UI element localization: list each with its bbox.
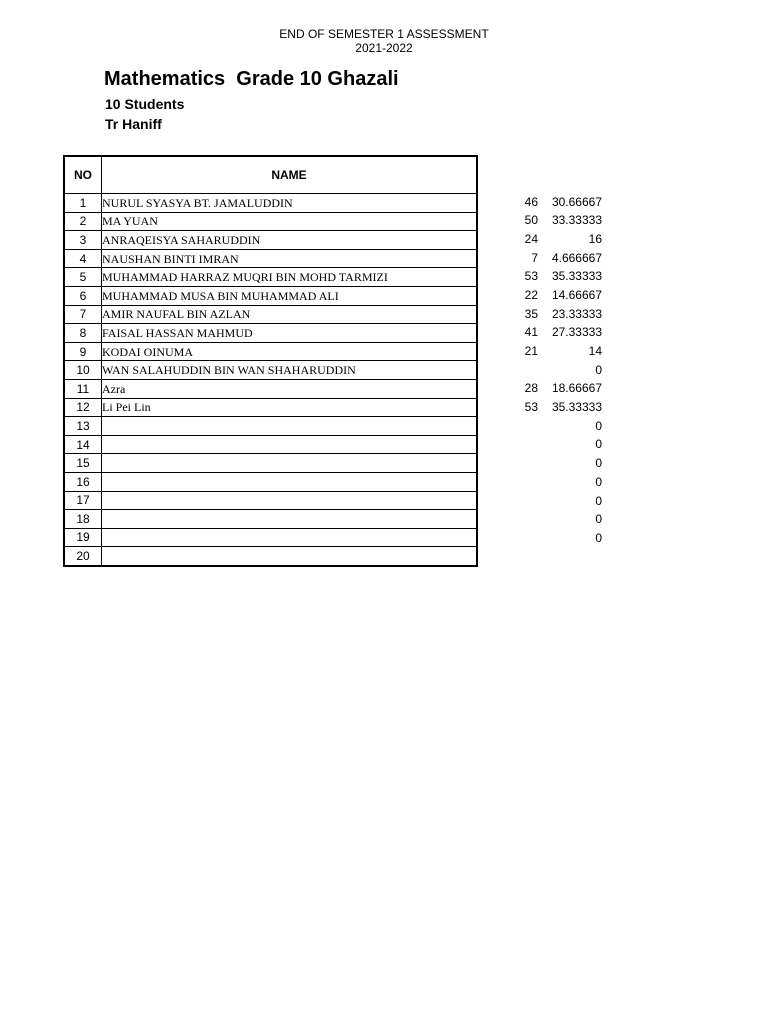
row-number: 14 — [64, 435, 102, 454]
row-number: 9 — [64, 342, 102, 361]
score-row — [480, 342, 610, 361]
score-row — [480, 361, 610, 380]
percentage-score: 0 — [595, 362, 602, 377]
row-number: 4 — [64, 249, 102, 268]
report-heading: END OF SEMESTER 1 ASSESSMENT — [279, 27, 489, 41]
percentage-score: 30.66667 — [551, 194, 602, 209]
row-number: 11 — [64, 379, 102, 398]
percentage-score: 0 — [595, 418, 602, 433]
row-number: 18 — [64, 510, 102, 529]
raw-score: 21 — [524, 344, 538, 358]
student-name: MA YUAN — [102, 212, 478, 231]
table-row — [64, 324, 477, 343]
score-row — [480, 323, 610, 342]
row-number: 12 — [64, 398, 102, 417]
score-row — [480, 548, 610, 567]
row-number: 13 — [64, 417, 102, 436]
student-name — [102, 547, 478, 566]
raw-score: 28 — [524, 381, 538, 396]
raw-score: 22 — [524, 287, 538, 302]
table-row — [64, 342, 477, 361]
student-name — [102, 510, 478, 529]
teacher-name: Tr Haniff — [105, 116, 162, 132]
row-number: 7 — [64, 305, 102, 324]
percentage-score: 0 — [595, 437, 602, 452]
percentage-score: 0 — [595, 512, 602, 527]
student-name — [102, 454, 478, 473]
raw-score: 50 — [524, 213, 538, 228]
student-name: AMIR NAUFAL BIN AZLAN — [102, 305, 478, 324]
score-column — [480, 193, 610, 567]
score-row — [480, 286, 610, 305]
table-row — [64, 212, 477, 231]
table-row — [64, 286, 477, 305]
percentage-score: 0 — [595, 493, 602, 508]
table-row — [64, 249, 477, 268]
raw-score: 46 — [524, 194, 538, 209]
table-row — [64, 361, 477, 380]
table-row — [64, 398, 477, 417]
student-name: WAN SALAHUDDIN BIN WAN SHAHARUDDIN — [102, 361, 478, 380]
table-row — [64, 510, 477, 529]
score-row — [480, 435, 610, 454]
raw-score: 35 — [524, 306, 538, 321]
row-number: 8 — [64, 324, 102, 343]
score-row — [480, 211, 610, 230]
percentage-score: 14.66667 — [551, 287, 602, 302]
column-header-no: NO — [64, 156, 102, 194]
table-row — [64, 379, 477, 398]
percentage-score: 33.33333 — [551, 213, 602, 228]
row-number: 20 — [64, 547, 102, 566]
score-row — [480, 492, 610, 511]
table-row — [64, 491, 477, 510]
student-name: MUHAMMAD MUSA BIN MUHAMMAD ALI — [102, 286, 478, 305]
student-name — [102, 491, 478, 510]
row-number: 15 — [64, 454, 102, 473]
student-name — [102, 472, 478, 491]
row-number: 17 — [64, 491, 102, 510]
student-name: FAISAL HASSAN MAHMUD — [102, 324, 478, 343]
table-row — [64, 435, 477, 454]
row-number: 3 — [64, 231, 102, 250]
percentage-score: 23.33333 — [551, 306, 602, 321]
percentage-score: 16 — [588, 231, 602, 246]
student-name — [102, 528, 478, 547]
student-name — [102, 417, 478, 436]
table-row — [64, 194, 477, 213]
row-number: 6 — [64, 286, 102, 305]
score-row — [480, 510, 610, 529]
percentage-score: 0 — [595, 530, 602, 545]
student-name: Azra — [102, 379, 478, 398]
score-row — [480, 305, 610, 324]
student-name — [102, 435, 478, 454]
table-row — [64, 417, 477, 436]
score-row — [480, 417, 610, 436]
class-title: Mathematics Grade 10 Ghazali — [104, 68, 399, 90]
score-row — [480, 473, 610, 492]
student-name: MUHAMMAD HARRAZ MUQRI BIN MOHD TARMIZI — [102, 268, 478, 287]
row-number: 16 — [64, 472, 102, 491]
student-name: KODAI OINUMA — [102, 342, 478, 361]
table-row — [64, 454, 477, 473]
percentage-score: 35.33333 — [551, 400, 602, 415]
score-row — [480, 454, 610, 473]
raw-score: 24 — [524, 231, 538, 246]
table-header-row — [64, 156, 477, 194]
table-row — [64, 472, 477, 491]
academic-year: 2021-2022 — [355, 41, 413, 55]
percentage-score: 0 — [595, 456, 602, 471]
score-row — [480, 230, 610, 249]
raw-score: 53 — [524, 400, 538, 415]
student-name: NURUL SYASYA BT. JAMALUDDIN — [102, 194, 478, 213]
raw-score: 7 — [531, 250, 538, 265]
row-number: 2 — [64, 212, 102, 231]
student-count: 10 Students — [105, 96, 185, 112]
student-name: Li Pei Lin — [102, 398, 478, 417]
row-number: 1 — [64, 194, 102, 213]
row-number: 10 — [64, 361, 102, 380]
percentage-score: 0 — [595, 474, 602, 489]
percentage-score: 4.666667 — [551, 250, 602, 265]
percentage-score: 35.33333 — [551, 269, 602, 284]
score-row — [480, 193, 610, 212]
score-row — [480, 379, 610, 398]
score-row — [480, 267, 610, 286]
percentage-score: 27.33333 — [551, 325, 602, 340]
student-roster-table — [63, 155, 478, 567]
student-name: ANRAQEISYA SAHARUDDIN — [102, 231, 478, 250]
table-row — [64, 268, 477, 287]
table-row — [64, 528, 477, 547]
table-row — [64, 231, 477, 250]
score-row — [480, 529, 610, 548]
score-row — [480, 249, 610, 268]
row-number: 19 — [64, 528, 102, 547]
row-number: 5 — [64, 268, 102, 287]
raw-score: 41 — [524, 325, 538, 340]
score-row — [480, 398, 610, 417]
table-row — [64, 305, 477, 324]
roster-body — [64, 194, 477, 566]
column-header-name: NAME — [102, 156, 478, 194]
raw-score: 53 — [524, 269, 538, 284]
student-name: NAUSHAN BINTI IMRAN — [102, 249, 478, 268]
table-row — [64, 547, 477, 566]
percentage-score: 18.66667 — [551, 381, 602, 396]
percentage-score: 14 — [588, 344, 602, 358]
